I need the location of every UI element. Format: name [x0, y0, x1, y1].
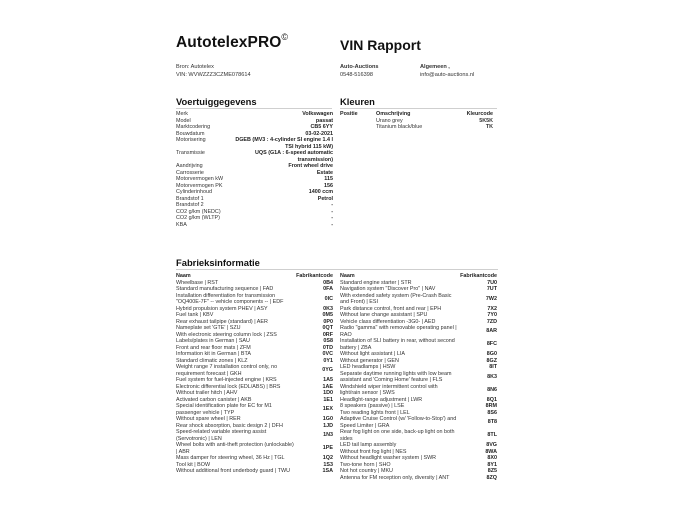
factory-row-label: Two-tone horn | SHO	[340, 461, 391, 468]
vehicle-row-value: CB5 6YY	[310, 124, 333, 130]
factory-row-label: Information kit in German | BTA	[176, 351, 251, 357]
factory-row-value: 1SA	[322, 468, 333, 474]
factory-row-label: Without lane change assistant | SPU	[340, 312, 428, 318]
vehicle-table	[176, 111, 333, 228]
factory-row-value: 8S6	[487, 409, 497, 416]
vehicle-row-label: Motorvermogen PK	[176, 182, 223, 189]
vehicle-row	[176, 137, 333, 150]
factory-row-label: Mass damper for steering wheel, 36 Hz | TGL	[176, 455, 285, 461]
color-position	[340, 124, 376, 131]
color-code: TK	[485, 124, 493, 130]
factory-row-value: 1E1	[323, 396, 333, 403]
vin-label: VIN: WVWZZZ3CZME078614	[176, 71, 251, 78]
page-title: VIN Rapport	[340, 37, 421, 53]
factory-row-value: 0P0	[323, 318, 333, 325]
factory-row-label: Hybrid propulsion system PHEV | ASY	[176, 305, 268, 312]
vehicle-heading: Voertuiggegevens	[176, 96, 257, 107]
factory-row-value: 8RM	[485, 403, 497, 409]
vehicle-row-value: -	[331, 202, 333, 208]
factory-row-label: With electronic steering column lock | ZSS	[176, 331, 277, 338]
vehicle-row-label: Bouwdatum	[176, 130, 205, 137]
factory-row-value: 8X0	[487, 455, 497, 461]
factory-row-value: 0RF	[322, 331, 333, 338]
factory-row-value: 7U0	[487, 279, 497, 286]
factory-row-label: Electronic differential lock (EDL/ABS) | BRS	[176, 383, 281, 390]
factory-row-label: Installation differentiation for transmission "OQ400E-7F" -- vehicle components -- | EDF	[176, 292, 284, 305]
factory-row	[176, 468, 333, 475]
factory-row	[340, 293, 497, 306]
factory-row-label: Two reading lights front | LEL	[340, 409, 410, 416]
factory-row-value: 1JD	[323, 422, 333, 429]
factory-table-left	[176, 273, 333, 475]
vehicle-row-value: UQS (G1A : 6-speed automatic transmission)	[255, 150, 333, 163]
factory-row-value: 7UT	[486, 286, 497, 292]
color-description: Urano grey	[376, 117, 403, 124]
color-row	[340, 124, 497, 131]
factory-row	[176, 442, 333, 455]
factory-row-value: 0B4	[323, 279, 333, 286]
factory-row-label: Windshield wiper intermittent control with light/rain sensor | SWS	[340, 383, 438, 396]
factory-table-right	[340, 273, 497, 481]
col-name: Naam	[176, 273, 191, 279]
vehicle-row-label: Motorvermogen kW	[176, 176, 224, 182]
factory-row-value: 8AR	[486, 328, 497, 335]
copyright-mark: ©	[281, 32, 289, 42]
factory-row-label: Not hot country | MKU	[340, 468, 393, 474]
factory-row-label: With extended safety system (Pre-Crash Basic and Front) | ESI	[340, 292, 452, 305]
factory-row-value: 8Q1	[486, 396, 497, 403]
factory-row-label: Vehicle class differentiation -3G0- | AED	[340, 318, 436, 325]
factory-row-label: Without generator | GEN	[340, 357, 399, 364]
factory-row-label: Standard manufacturing sequence | FAD	[176, 286, 274, 292]
factory-row-value: 0YG	[322, 367, 333, 374]
vehicle-row	[176, 150, 333, 163]
factory-row-label: Without spare wheel | RER	[176, 416, 241, 422]
factory-row-label: Tool kit | BOW	[176, 461, 211, 468]
factory-row-label: Standard engine starter | STR	[340, 279, 412, 286]
factory-row-value: 8IT	[489, 364, 497, 370]
factory-row-label: Park distance control, front and rear | EPH	[340, 305, 442, 312]
factory-row	[340, 384, 497, 397]
factory-row-value: 0Y1	[323, 357, 333, 364]
factory-row	[340, 429, 497, 442]
factory-row	[340, 475, 497, 482]
dealer-info	[340, 64, 379, 79]
factory-row-value: 1Q2	[322, 455, 333, 461]
factory-row-value: 8VG	[486, 442, 497, 448]
color-description: Titanium black/blue	[376, 124, 423, 130]
factory-row-value: 0TD	[322, 344, 333, 351]
factory-row-label: Labels/plates in German | SAU	[176, 338, 250, 344]
factory-row-value: 8K3	[487, 373, 497, 380]
factory-row-label: LED tail lamp assembly	[340, 442, 397, 448]
vehicle-row-label: Transmissie	[176, 150, 205, 156]
vehicle-row-value: Front wheel drive	[288, 163, 333, 169]
factory-row-label: Installation of SLI battery in rear, without second battery | ZBA	[340, 338, 455, 351]
vehicle-row-value: Petrol	[317, 195, 333, 202]
factory-row-value: 8Y1	[487, 461, 497, 468]
factory-row-value: 1A5	[323, 377, 333, 383]
vehicle-divider	[176, 108, 332, 109]
factory-row-value: 1G0	[322, 416, 333, 422]
dealer-phone: 0548-516398	[340, 71, 373, 78]
factory-row-value: 1EX	[322, 406, 333, 413]
colors-divider	[340, 108, 497, 109]
factory-row-label: Speed-related variable steering assist (Servotronic) | LEN	[176, 429, 267, 442]
dealer-name: Auto-Auctions	[340, 64, 379, 70]
vehicle-row-label: KBA	[176, 221, 187, 228]
factory-row-value: 1PE	[322, 445, 333, 452]
color-code: 5K5K	[479, 117, 493, 124]
factory-row-value: 1N3	[323, 432, 333, 439]
vehicle-row-value: 156	[324, 182, 333, 189]
factory-row-value: 8ZQ	[486, 474, 497, 481]
vehicle-row-label: Brandstof 1	[176, 195, 204, 202]
factory-row-value: 7ZD	[486, 318, 497, 325]
contact-info	[420, 64, 474, 79]
vehicle-row-value: passat	[315, 117, 333, 124]
vehicle-row-value: Volkswagen	[302, 111, 333, 117]
factory-row-label: Fuel tank | KBV	[176, 312, 214, 318]
vehicle-row-label: Merk	[176, 111, 188, 117]
colors-table	[340, 111, 497, 131]
factory-row-value: 8Z5	[487, 468, 497, 474]
factory-row-value: 8TL	[487, 432, 497, 439]
vehicle-row-label: CO2 g/km (WLTP)	[176, 215, 220, 221]
col-factory-code: Fabrikantcode	[296, 273, 333, 279]
factory-heading: Fabrieksinformatie	[176, 257, 260, 268]
vehicle-row-value: Estate	[316, 169, 333, 176]
factory-row-value: 0QT	[322, 325, 333, 331]
factory-row	[340, 338, 497, 351]
factory-row-value: 0M5	[322, 312, 333, 318]
factory-row-value: 8G0	[486, 351, 497, 357]
factory-row-label: Wheel bolts with anti-theft protection (unlockable) | ABR	[176, 442, 294, 455]
factory-row-label: Antenna for FM reception only, diversity | ANT	[340, 474, 450, 481]
factory-row-label: Activated carbon canister | AKB	[176, 396, 252, 403]
source-label: Bron: Autotelex	[176, 64, 214, 70]
factory-divider	[176, 269, 498, 270]
vehicle-row-value: -	[331, 221, 333, 228]
factory-row-label: Rear exhaust tailpipe (standard) | AER	[176, 318, 268, 325]
vehicle-row-value: DGEB (MV3 : 4-cylinder SI engine 1.4 l TSI hybrid 115 kW)	[235, 137, 333, 150]
vehicle-row-label: Motorisering	[176, 137, 206, 143]
vehicle-row-label: Cylinderinhoud	[176, 189, 212, 195]
factory-row-label: Rear fog light on one side, back-up light on both sides	[340, 429, 455, 442]
factory-row-label: LED headlamps | HSW	[340, 364, 396, 370]
factory-row-value: 8N6	[487, 386, 497, 393]
factory-row-label: Without light assistant | LIA	[340, 351, 405, 357]
factory-row	[340, 325, 497, 338]
factory-row-value: 0K3	[323, 305, 333, 312]
factory-row-label: Without front fog light | NES	[340, 448, 407, 455]
factory-row-value: 0IC	[324, 295, 333, 302]
factory-row-label: Front and rear floor mats | ZFM	[176, 344, 251, 351]
contact-name: Algemeen ,	[420, 64, 450, 70]
vehicle-row	[176, 222, 333, 229]
col-position: Positie	[340, 111, 358, 117]
factory-row-value: 7W2	[485, 295, 497, 302]
vehicle-row-label: Aandrijving	[176, 163, 203, 169]
factory-row-label: Fuel system for fuel-injected engine | KRS	[176, 377, 277, 383]
factory-row-value: 8T8	[487, 419, 497, 426]
factory-row-label: Without headlight washer system | SWR	[340, 455, 437, 461]
factory-row	[176, 429, 333, 442]
factory-row-label: Weight range 7 installation control only, no requirement forecast | GKH	[176, 364, 278, 377]
col-name: Naam	[340, 273, 355, 279]
factory-row	[176, 403, 333, 416]
factory-row-value: 1D0	[323, 390, 333, 396]
factory-row-label: Radio "gamma" with removable operating panel | RAO	[340, 325, 457, 338]
factory-row-value: 7Y0	[487, 312, 497, 318]
factory-row-value: 8FC	[486, 341, 497, 348]
factory-row	[176, 293, 333, 306]
col-factory-code: Fabrikantcode	[460, 273, 497, 279]
factory-row-value: 0FA	[323, 286, 333, 292]
factory-row-value: 8WA	[485, 448, 497, 455]
factory-row-label: Standard climatic zones | KLZ	[176, 357, 248, 364]
factory-row-label: Without trailer hitch | AHV	[176, 390, 238, 396]
factory-row-label: Wheelbase | RST	[176, 279, 219, 286]
factory-row-value: 1S3	[323, 461, 333, 468]
factory-row-label: Adaptive Cruise Control (w/ 'Follow-to-Stop') and Speed Limiter | GRA	[340, 416, 457, 429]
factory-row-label: Special identification plate for EC for M1 passenger vehicle | TYP	[176, 403, 272, 416]
factory-row-value: 8GZ	[486, 357, 497, 364]
vehicle-row-value: -	[331, 215, 333, 221]
brand-logo: AutotelexPRO©	[176, 32, 289, 51]
col-description: Omschrijving	[376, 111, 411, 117]
colors-heading: Kleuren	[340, 96, 375, 107]
factory-row-label: 8 speakers (passive) | LSE	[340, 403, 405, 409]
factory-row-value: 0VC	[322, 351, 333, 357]
factory-row-label: Without additional front underbody guard | TWU	[176, 468, 290, 474]
factory-row-label: Navigation system "Discover Pro" | NAV	[340, 286, 436, 292]
col-color-code: Kleurcode	[466, 111, 493, 117]
factory-row-label: Headlight-range adjustment | LWR	[340, 396, 423, 403]
contact-email: info@auto-auctions.nl	[420, 71, 475, 78]
factory-row-label: Nameplate set 'GTE' | SZU	[176, 325, 241, 331]
vehicle-row-label: Carrosserie	[176, 169, 204, 176]
vehicle-row-value: 1400 ccm	[308, 189, 333, 195]
vehicle-row-label: Marktcodering	[176, 124, 211, 130]
factory-row-label: Rear shock absorption, basic design 2 | DFH	[176, 422, 283, 429]
factory-row-value: 1AE	[322, 383, 333, 390]
factory-row-label: Separate daytime running lights with low beam assistant and 'Coming Home' feature | FLS	[340, 370, 452, 383]
factory-row-value: 7X2	[487, 305, 497, 312]
vehicle-row-label: CO2 g/km (NEDC)	[176, 208, 221, 215]
vehicle-row-value: -	[331, 208, 333, 215]
vehicle-row-label: Brandstof 2	[176, 202, 204, 208]
factory-row	[340, 371, 497, 384]
factory-row	[340, 416, 497, 429]
vehicle-row-value: 115	[324, 176, 333, 182]
vehicle-row-label: Model	[176, 117, 191, 124]
factory-row	[176, 364, 333, 377]
source-info	[176, 64, 251, 79]
factory-row-value: 0S8	[323, 338, 333, 344]
vehicle-row-value: 03-02-2021	[305, 130, 333, 137]
